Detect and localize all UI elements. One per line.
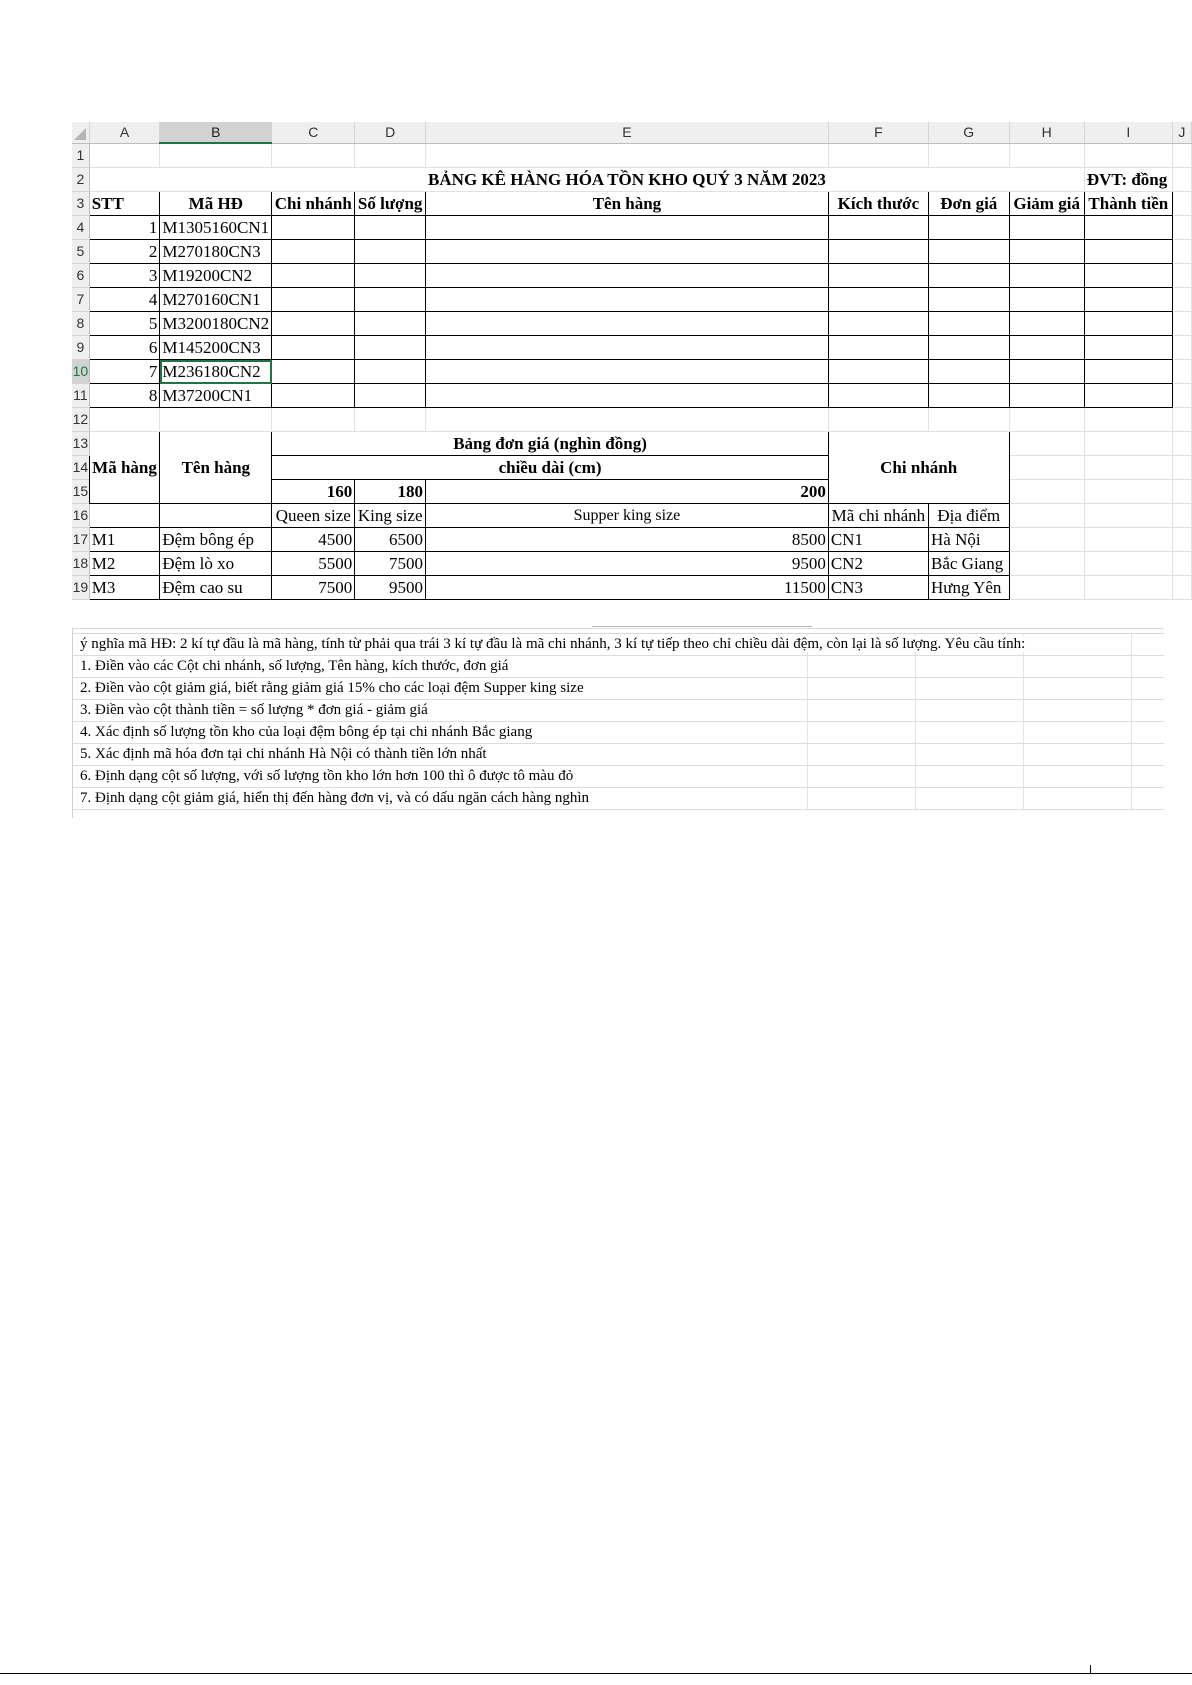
- row-header[interactable]: 16: [72, 504, 89, 528]
- row-12: [72, 408, 1192, 432]
- table-row: [72, 360, 1192, 384]
- note-item[interactable]: [72, 700, 1164, 722]
- note-item[interactable]: [72, 744, 1164, 766]
- column-header-b[interactable]: B: [160, 122, 272, 143]
- table-row: [72, 552, 1192, 576]
- table-row: [72, 336, 1192, 360]
- note-text: 7. Định dạng cột giảm giá, hiển thị đến hàng đơn vị, và có dấu ngăn cách hàng nghìn: [80, 790, 593, 806]
- branch-header[interactable]: Chi nhánh: [828, 432, 1009, 504]
- note-item[interactable]: [72, 678, 1164, 700]
- note-text: 1. Điền vào các Cột chi nhánh, số lượng, Tên hàng, kích thước, đơn giá: [80, 658, 512, 674]
- note-text: 5. Xác định mã hóa đơn tại chi nhánh Hà Nội có thành tiền lớn nhất: [80, 746, 491, 762]
- price-200[interactable]: 11500: [426, 576, 829, 600]
- length-label[interactable]: chiều dài (cm): [272, 456, 829, 480]
- size-supper-king[interactable]: Supper king size: [426, 504, 829, 528]
- invoice-code-cell[interactable]: M1305160CN1: [160, 216, 272, 240]
- price-200[interactable]: 8500: [426, 528, 829, 552]
- stt-cell[interactable]: 7: [89, 360, 160, 384]
- table-row: [72, 288, 1192, 312]
- note-text: 3. Điền vào cột thành tiền = số lượng * đơn giá - giảm giá: [80, 702, 432, 718]
- row-header[interactable]: 9: [72, 336, 89, 360]
- row-3: [72, 192, 1192, 216]
- stt-cell[interactable]: 6: [89, 336, 160, 360]
- column-header-f[interactable]: F: [828, 122, 928, 143]
- column-header-c[interactable]: C: [272, 122, 355, 143]
- header-giam-gia[interactable]: Giảm giá: [1009, 192, 1084, 216]
- row-header[interactable]: 17: [72, 528, 89, 552]
- note-text: 2. Điền vào cột giảm giá, biết rằng giảm giá 15% cho các loại đệm Supper king size: [80, 680, 588, 696]
- column-header-j[interactable]: J: [1172, 122, 1191, 143]
- requirements-sheet: [72, 628, 1164, 816]
- sheet-title[interactable]: BẢNG KÊ HÀNG HÓA TỒN KHO QUÝ 3 NĂM 2023: [426, 168, 829, 192]
- note-text: 4. Xác định số lượng tồn kho của loại đệm bông ép tại chi nhánh Bắc giang: [80, 724, 536, 740]
- price-table-title[interactable]: Bảng đơn giá (nghìn đồng): [272, 432, 829, 456]
- row-header[interactable]: 18: [72, 552, 89, 576]
- branch-code[interactable]: CN2: [828, 552, 928, 576]
- table-row: [72, 528, 1192, 552]
- invoice-code-cell[interactable]: M19200CN2: [160, 264, 272, 288]
- branch-code[interactable]: CN1: [828, 528, 928, 552]
- row-header[interactable]: 19: [72, 576, 89, 600]
- column-header-d[interactable]: D: [355, 122, 426, 143]
- column-header-g[interactable]: G: [929, 122, 1010, 143]
- row-header[interactable]: 3: [72, 192, 89, 216]
- invoice-code-cell[interactable]: M3200180CN2: [160, 312, 272, 336]
- stt-cell[interactable]: 8: [89, 384, 160, 408]
- row-header[interactable]: 4: [72, 216, 89, 240]
- item-code[interactable]: M2: [89, 552, 160, 576]
- branch-code[interactable]: CN3: [828, 576, 928, 600]
- column-header-i[interactable]: I: [1084, 122, 1172, 143]
- row-1: [72, 143, 1192, 168]
- item-code[interactable]: M3: [89, 576, 160, 600]
- branch-place[interactable]: Hưng Yên: [929, 576, 1010, 600]
- header-thanh-tien[interactable]: Thành tiền: [1084, 192, 1172, 216]
- header-don-gia[interactable]: Đơn giá: [929, 192, 1010, 216]
- price-180[interactable]: 9500: [355, 576, 426, 600]
- column-header-a[interactable]: A: [89, 122, 160, 143]
- column-header-row: [72, 122, 1192, 143]
- invoice-code-cell-active[interactable]: M236180CN2: [160, 360, 272, 384]
- branch-place[interactable]: Hà Nội: [929, 528, 1010, 552]
- size-queen[interactable]: Queen size: [272, 504, 355, 528]
- item-name[interactable]: Đệm bông ép: [160, 528, 272, 552]
- note-intro[interactable]: [72, 634, 1164, 656]
- unit-label[interactable]: ĐVT: đồng: [1084, 168, 1172, 192]
- row-header[interactable]: 1: [72, 143, 89, 168]
- price-160[interactable]: 5500: [272, 552, 355, 576]
- item-name[interactable]: Đệm lò xo: [160, 552, 272, 576]
- column-header-h[interactable]: H: [1009, 122, 1084, 143]
- row-header[interactable]: 11: [72, 384, 89, 408]
- row-header[interactable]: 15: [72, 480, 89, 504]
- table-row: [72, 576, 1192, 600]
- stt-cell[interactable]: 1: [89, 216, 160, 240]
- table-row: [72, 312, 1192, 336]
- table-row: [72, 216, 1192, 240]
- invoice-code-cell[interactable]: M37200CN1: [160, 384, 272, 408]
- note-item[interactable]: [72, 766, 1164, 788]
- row-header[interactable]: 12: [72, 408, 89, 432]
- note-text: ý nghĩa mã HĐ: 2 kí tự đầu là mã hàng, tính từ phải qua trái 3 kí tự đầu là mã chi nhánh, 3 kí tự tiếp theo chỉ chiều dài đệm, còn lại là số lượng. Yêu cầu tính:: [80, 636, 1029, 652]
- header-kich-thuoc[interactable]: Kích thước: [828, 192, 928, 216]
- select-all-corner[interactable]: [72, 122, 89, 143]
- price-160[interactable]: 4500: [272, 528, 355, 552]
- invoice-code-cell[interactable]: M145200CN3: [160, 336, 272, 360]
- size-king[interactable]: King size: [355, 504, 426, 528]
- column-header-e[interactable]: E: [426, 122, 829, 143]
- stt-cell[interactable]: 3: [89, 264, 160, 288]
- row-header[interactable]: 8: [72, 312, 89, 336]
- row-header[interactable]: 2: [72, 168, 89, 192]
- invoice-code-cell[interactable]: M270160CN1: [160, 288, 272, 312]
- invoice-code-cell[interactable]: M270180CN3: [160, 240, 272, 264]
- stt-cell[interactable]: 2: [89, 240, 160, 264]
- header-so-luong[interactable]: Số lượng: [355, 192, 426, 216]
- stt-cell[interactable]: 4: [89, 288, 160, 312]
- table-row: [72, 264, 1192, 288]
- row-13: [72, 432, 1192, 456]
- page-footer-line: [0, 1673, 1192, 1674]
- header-stt[interactable]: STT: [89, 192, 160, 216]
- branch-code-header[interactable]: Mã chi nhánh: [828, 504, 928, 528]
- row-16: [72, 504, 1192, 528]
- stt-cell[interactable]: 5: [89, 312, 160, 336]
- header-ten-hang[interactable]: Tên hàng: [426, 192, 829, 216]
- branch-place-header[interactable]: Địa điểm: [929, 504, 1010, 528]
- row-header[interactable]: 6: [72, 264, 89, 288]
- row-header[interactable]: 5: [72, 240, 89, 264]
- header-chi-nhanh[interactable]: Chi nhánh: [272, 192, 355, 216]
- note-item[interactable]: [72, 722, 1164, 744]
- item-code[interactable]: M1: [89, 528, 160, 552]
- price-180[interactable]: 7500: [355, 552, 426, 576]
- length-200[interactable]: 200: [426, 480, 829, 504]
- header-ma-hd[interactable]: Mã HĐ: [160, 192, 272, 216]
- note-item[interactable]: [72, 656, 1164, 678]
- table-row: [72, 240, 1192, 264]
- price-200[interactable]: 9500: [426, 552, 829, 576]
- row-header[interactable]: 14: [72, 456, 89, 480]
- price-180[interactable]: 6500: [355, 528, 426, 552]
- price-header-ma-hang[interactable]: Mã hàng: [89, 432, 160, 504]
- row-header[interactable]: 10: [72, 360, 89, 384]
- row-2: [72, 168, 1192, 192]
- note-text: 6. Định dạng cột số lượng, với số lượng tồn kho lớn hơn 100 thì ô được tô màu đỏ: [80, 768, 577, 784]
- item-name[interactable]: Đệm cao su: [160, 576, 272, 600]
- price-160[interactable]: 7500: [272, 576, 355, 600]
- price-header-ten-hang[interactable]: Tên hàng: [160, 432, 272, 504]
- length-180[interactable]: 180: [355, 480, 426, 504]
- note-item[interactable]: [72, 788, 1164, 810]
- table-row: [72, 384, 1192, 408]
- row-header[interactable]: 13: [72, 432, 89, 456]
- length-160[interactable]: 160: [272, 480, 355, 504]
- branch-place[interactable]: Bắc Giang: [929, 552, 1010, 576]
- row-header[interactable]: 7: [72, 288, 89, 312]
- spreadsheet-grid: [72, 122, 1192, 600]
